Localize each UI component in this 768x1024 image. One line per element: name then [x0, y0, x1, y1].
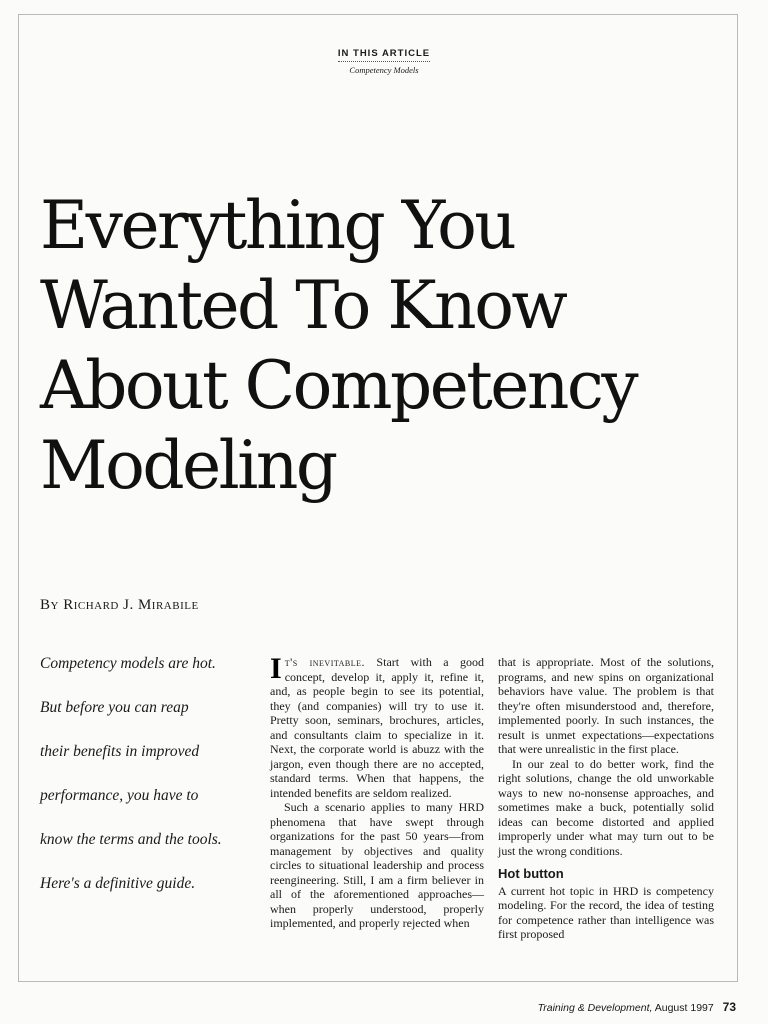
- publication-name: Training & Development,: [537, 1002, 653, 1014]
- pull-quote-line: But before you can reap: [40, 699, 189, 716]
- in-this-article-box: [0, 43, 768, 75]
- headline-line: About Competency: [40, 347, 637, 424]
- pull-quote: [40, 654, 262, 918]
- pull-quote-line: their benefits in improved: [40, 743, 200, 760]
- body-paragraph: Such a scenario applies to many HRD phenomena that have swept through organizations for the past 50 years—from management by objectives and quality circles to situational leadership and process reengineering. Still, I am a firm believer in all of the aforementioned approaches—when properly understood, properly implemented, and properly rejected when: [270, 800, 484, 930]
- body-paragraph: [270, 652, 485, 800]
- pull-quote-line: Competency models are hot.: [40, 655, 216, 672]
- article-headline: [40, 186, 740, 506]
- body-paragraph: In our zeal to do better work, find the right solutions, change the old unworkable ways to new no-nonsense approaches, and sometimes make a buck, potentially solid ideas can become distorted and applied improperly under what may turn out to be just the wrong conditions.: [498, 756, 714, 858]
- page-number: 73: [722, 1000, 736, 1014]
- issue-date: August 1997: [654, 1002, 714, 1014]
- body-column-2: [498, 655, 714, 942]
- headline-line: Everything You: [40, 187, 515, 264]
- body-column-1: [270, 652, 485, 931]
- pull-quote-line: know the terms and the tools.: [40, 831, 222, 848]
- body-paragraph: that is appropriate. Most of the solutions, programs, and new spins on organizational behaviors have value. The problem is that they're often misunderstood and, therefore, implemented poorly. In such instances, the result is unmet expectations—expectations that were unrealistic in the first place.: [498, 655, 714, 756]
- page-footer: [538, 1000, 736, 1014]
- pull-quote-line: Here's a definitive guide.: [40, 875, 196, 892]
- section-topic: Competency Models: [349, 65, 419, 75]
- drop-cap: I: [270, 652, 282, 685]
- section-subhead: Hot button: [498, 866, 564, 881]
- paragraph-text: Start with a good concept, develop it, apply it, refine it, and, as people begin to see its potential, they (and companies) will try to use it. Pretty soon, seminars, brochures, articles, and consultants claim to specialize in it. Next, the corporate world is abuzz with the jargon, even though there are no accepted, standard terms. When that happens, the intended benefits are seldom realized.: [270, 655, 485, 800]
- lead-in: t's inevitable.: [284, 655, 366, 669]
- pull-quote-line: performance, you have to: [40, 787, 199, 804]
- body-paragraph: A current hot topic in HRD is competency modeling. For the record, the idea of testing for competence rather than intelligence was first proposed: [498, 883, 714, 941]
- headline-line: Modeling: [40, 427, 336, 504]
- section-label: IN THIS ARTICLE: [338, 48, 430, 62]
- author-byline: By Richard J. Mirabile: [40, 597, 199, 613]
- headline-line: Wanted To Know: [40, 267, 566, 344]
